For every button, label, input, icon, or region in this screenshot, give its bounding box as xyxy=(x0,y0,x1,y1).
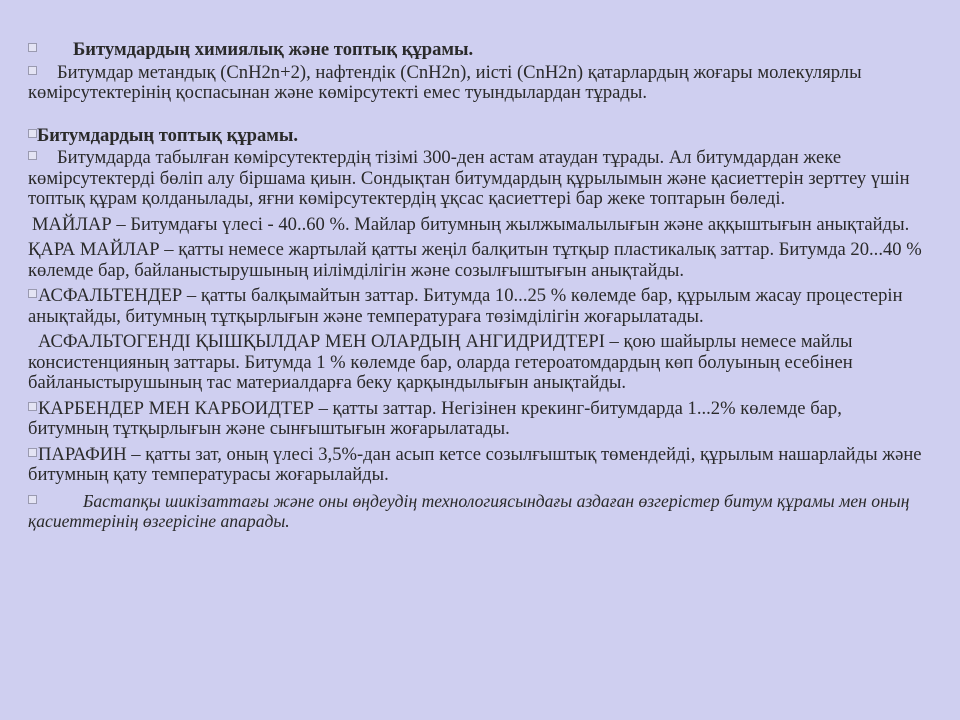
bullet-icon xyxy=(28,448,37,457)
paragraph-oils: МАЙЛАР – Битумдағы үлесі - 40..60 %. Майлар битумның жылжымалылығын және аққыштығын анықтайды. xyxy=(32,213,910,235)
paragraph-heading-1: Битумдардың химиялық және топтық құрамы. xyxy=(24,40,924,61)
bullet-icon xyxy=(28,402,37,411)
bullet-icon xyxy=(28,289,37,298)
bullet-icon xyxy=(28,66,37,75)
bullet-icon xyxy=(28,43,37,52)
paragraph-hydrocarbons: Битумдарда табылған көмірсутектердің тізімі 300-ден астам атаудан тұрады. Ал битумдардан жеке көмірсутектерді бөліп алу біршама қиын. Сондықтан битумдардың құрылымын және қасиеттерін зерттеу үшін топтық құрам қолданылады, яғни көмірсутектердің ұқсас қасиеттері бар жеке топтарын бөледі. xyxy=(28,147,910,209)
paragraph-heading-2: Битумдардың топтық құрамы. xyxy=(24,126,924,147)
bullet-icon xyxy=(28,129,37,138)
paragraph-asphaltenes: АСФАЛЬТЕНДЕР – қатты балқымайтын заттар. Битумда 10...25 % көлемде бар, құрылым жасау процестерін анықтайды, битумның тұтқырлығын және температураға төзімділігін жоғарылатады. xyxy=(28,285,903,327)
slide-content xyxy=(24,40,924,532)
paragraph-paraffin: ПАРАФИН – қатты зат, оның үлесі 3,5%-дан асып кетсе созылғыштық төмендейді, құрылым нашарлайды және битумның қату температурасы жоғарылайды. xyxy=(28,443,922,485)
paragraph-carbenes: КАРБЕНДЕР МЕН КАРБОИДТЕР – қатты заттар. Негізінен крекинг-битумдарда 1...2% көлемде бар, битумның тұтқырлығын және сынғыштығын жоғарылатады. xyxy=(28,397,842,439)
paragraph-conclusion: Бастапқы шикізаттағы және оны өңдеудің технологиясындағы аздаған өзгерістер битум құрамы мен оның қасиеттерінің өзгерісіне апарады. xyxy=(28,490,910,531)
paragraph-resins: ҚАРА МАЙЛАР – қатты немесе жартылай қатты жеңіл балқитын тұтқыр пластикалық заттар. Битумда 20...40 % көлемде бар, байланыстырушының иілімділігін және созылғыштығын анықтайды. xyxy=(28,239,922,281)
bullet-icon xyxy=(28,495,37,504)
paragraph-intro: Битумдар метандық (CnH2n+2), нафтендік (CnH2n), иісті (CnH2n) қатарлардың жоғары молекулярлы көмірсутектерінің қоспасынан және көмірсутекті емес туындылардан тұрады. xyxy=(28,61,862,103)
paragraph-acids: АСФАЛЬТОГЕНДІ ҚЫШҚЫЛДАР МЕН ОЛАРДЫҢ АНГИДРИДТЕРІ – қою шайырлы немесе майлы консистенцияның заттары. Битумда 1 % көлемде бар, оларда гетероатомдардың көп болуының есебінен байланыстырушының тас материалдарға беку қарқындылығын анықтайды. xyxy=(28,331,853,393)
bullet-icon xyxy=(28,151,37,160)
